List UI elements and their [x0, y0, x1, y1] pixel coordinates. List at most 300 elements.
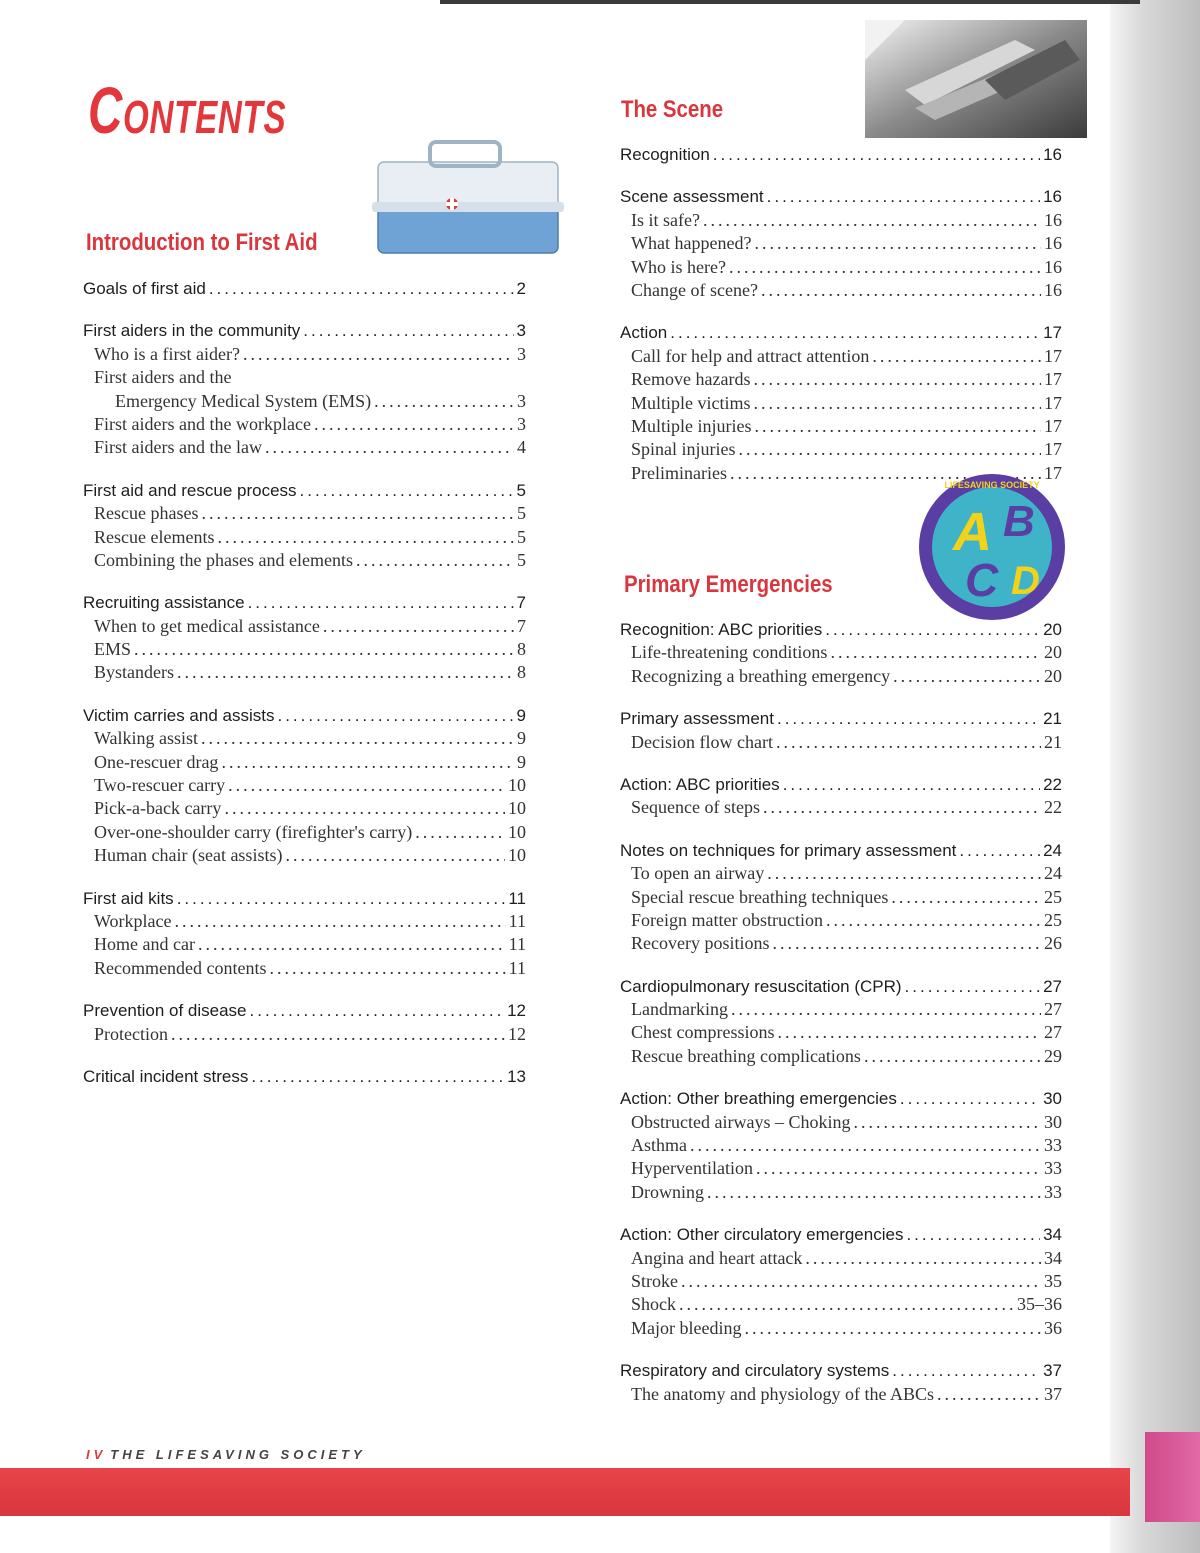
toc-entry-label: Prevention of disease: [83, 1001, 247, 1021]
toc-entry[interactable]: [620, 1317, 1062, 1340]
toc-entry-page-number: 9: [516, 705, 526, 725]
toc-entry-page-number: 12: [507, 1001, 526, 1021]
toc-entry-label: Bystanders: [94, 662, 174, 683]
toc-entry-label: Recognition: [620, 145, 710, 164]
toc-entry-page-number: 3: [517, 413, 526, 434]
toc-dot-leader: [753, 368, 1041, 391]
abc-badge-image: [917, 472, 1067, 622]
toc-entry-page-number: 30: [1043, 1089, 1062, 1109]
toc-dot-leader: [825, 618, 1040, 641]
toc-entry[interactable]: [83, 844, 526, 867]
toc-entry[interactable]: [620, 368, 1062, 391]
toc-entry-label: Sequence of steps: [631, 797, 760, 818]
toc-entry-page-number: 27: [1043, 976, 1062, 996]
toc-entry-label: To open an airway: [631, 863, 765, 884]
toc-entry-page-number: 25: [1044, 886, 1062, 907]
toc-dot-leader: [690, 1134, 1041, 1157]
toc-entry-label: Respiratory and circulatory systems: [620, 1361, 890, 1381]
toc-entry-label: Notes on techniques for primary assessment: [620, 840, 957, 860]
toc-dot-leader: [356, 549, 514, 572]
toc-entry-label: Pick-a-back carry: [94, 798, 222, 819]
toc-entry-label: First aiders and the: [94, 367, 232, 388]
toc-entry-page-number: 5: [516, 480, 526, 500]
toc-entry-label: The anatomy and physiology of the ABCs: [631, 1383, 934, 1404]
toc-dot-leader: [248, 591, 514, 614]
toc-entry-page-number: 37: [1043, 1361, 1062, 1381]
toc-dot-leader: [134, 638, 514, 661]
toc-dot-leader: [783, 773, 1040, 796]
toc-entry-page-number: 10: [508, 775, 526, 796]
toc-entry-page-number: 3: [516, 321, 526, 341]
toc-entry[interactable]: [83, 638, 526, 661]
toc-entry-page-number: 22: [1044, 797, 1062, 818]
toc-dot-leader: [243, 343, 514, 366]
toc-entry[interactable]: [620, 232, 1062, 255]
toc-entry[interactable]: [83, 751, 526, 774]
toc-entry-page-number: 35: [1044, 1270, 1062, 1291]
toc-entry-page-number: 22: [1043, 774, 1062, 794]
toc-entry-page-number: 17: [1044, 415, 1062, 436]
toc-entry-label: Multiple victims: [631, 392, 751, 413]
toc-entry-label: Multiple injuries: [631, 415, 752, 436]
toc-entry[interactable]: [620, 641, 1062, 664]
toc-entry-page-number: 8: [517, 662, 526, 683]
toc-dot-leader: [772, 932, 1041, 955]
toc-dot-leader: [175, 910, 506, 933]
toc-entry-label: Call for help and attract attention: [631, 345, 870, 366]
toc-entry-label: First aiders and the law: [94, 437, 262, 458]
toc-entry-page-number: 21: [1043, 709, 1062, 729]
toc-entry-label: Landmarking: [631, 999, 728, 1020]
toc-introduction: [83, 277, 526, 1107]
toc-group: [83, 999, 526, 1046]
toc-primary-emergencies: [620, 618, 1062, 1425]
toc-entry[interactable]: [83, 591, 526, 614]
toc-entry[interactable]: [620, 886, 1062, 909]
toc-dot-leader: [744, 1317, 1041, 1340]
toc-entry[interactable]: [83, 704, 526, 727]
toc-entry-label: Life-threatening conditions: [631, 642, 828, 663]
toc-entry[interactable]: [83, 661, 526, 684]
toc-entry-label: Combining the phases and elements: [94, 549, 353, 570]
toc-entry[interactable]: [620, 998, 1062, 1021]
toc-entry-page-number: 26: [1044, 933, 1062, 954]
first-aid-kit-image: [370, 132, 565, 257]
toc-entry[interactable]: [620, 665, 1062, 688]
toc-entry-label: Victim carries and assists: [83, 705, 275, 725]
toc-dot-leader: [177, 661, 514, 684]
toc-entry[interactable]: [620, 415, 1062, 438]
toc-entry-label: Recognizing a breathing emergency: [631, 665, 891, 686]
toc-entry-page-number: 16: [1044, 279, 1062, 300]
toc-entry-page-number: 4: [517, 437, 526, 458]
toc-entry-page-number: 17: [1044, 345, 1062, 366]
toc-entry[interactable]: [620, 438, 1062, 461]
toc-entry-label: Asthma: [631, 1135, 687, 1156]
toc-entry[interactable]: [620, 1134, 1062, 1157]
toc-entry[interactable]: [83, 366, 526, 389]
toc-dot-leader: [729, 256, 1041, 279]
toc-dot-leader: [228, 774, 505, 797]
toc-entry[interactable]: [620, 796, 1062, 819]
section-heading-primary-emergencies: Primary Emergencies: [624, 571, 833, 598]
toc-dot-leader: [767, 185, 1040, 208]
toc-entry[interactable]: [620, 1293, 1062, 1316]
toc-entry-page-number: 20: [1043, 620, 1062, 639]
section-heading-introduction: Introduction to First Aid: [86, 229, 318, 256]
toc-group: [83, 319, 526, 459]
toc-entry-page-number: 17: [1044, 392, 1062, 413]
toc-entry[interactable]: [620, 256, 1062, 279]
toc-entry-label: Critical incident stress: [83, 1066, 249, 1086]
toc-dot-leader: [171, 1023, 505, 1046]
toc-dot-leader: [314, 413, 514, 436]
toc-entry[interactable]: [620, 345, 1062, 368]
toc-entry-page-number: 20: [1044, 665, 1062, 686]
toc-entry[interactable]: [83, 910, 526, 933]
toc-entry[interactable]: [620, 932, 1062, 955]
toc-entry-label: Recovery positions: [631, 933, 770, 954]
toc-entry-page-number: 17: [1044, 439, 1062, 460]
toc-entry-label: First aiders and the workplace: [94, 413, 311, 434]
toc-entry[interactable]: [83, 479, 526, 502]
toc-dot-leader: [201, 727, 514, 750]
toc-entry-page-number: 11: [508, 910, 526, 931]
toc-dot-leader: [864, 1045, 1041, 1068]
toc-entry-label: Preliminaries: [631, 462, 727, 483]
toc-dot-leader: [761, 279, 1041, 302]
footer-page-number: IV: [86, 1447, 107, 1462]
toc-entry-label: Rescue phases: [94, 503, 199, 524]
toc-entry-label: EMS: [94, 639, 132, 660]
toc-entry-page-number: 37: [1044, 1383, 1062, 1404]
toc-dot-leader: [703, 209, 1041, 232]
toc-entry-page-number: 24: [1043, 840, 1062, 860]
toc-entry[interactable]: [83, 319, 526, 342]
toc-entry-label: Special rescue breathing techniques: [631, 886, 889, 907]
toc-dot-leader: [209, 277, 514, 300]
toc-entry[interactable]: [620, 975, 1062, 998]
toc-entry-label: Workplace: [94, 910, 172, 931]
toc-group: [620, 321, 1062, 485]
toc-group: [83, 277, 526, 300]
toc-entry[interactable]: [620, 618, 1062, 641]
toc-dot-leader: [681, 1270, 1041, 1293]
toc-entry-label: Action: Other circulatory emergencies: [620, 1225, 904, 1245]
toc-entry-label: Major bleeding: [631, 1317, 742, 1338]
toc-dot-leader: [323, 615, 514, 638]
toc-entry[interactable]: [83, 821, 526, 844]
toc-entry-label: Decision flow chart: [631, 731, 773, 752]
toc-entry-label: Cardiopulmonary resuscitation (CPR): [620, 976, 902, 996]
toc-dot-leader: [739, 438, 1042, 461]
toc-entry[interactable]: [83, 277, 526, 300]
toc-entry-label: Recommended contents: [94, 957, 267, 978]
toc-group: [83, 591, 526, 685]
toc-the-scene: [620, 143, 1062, 504]
toc-entry-page-number: 33: [1044, 1158, 1062, 1179]
toc-dot-leader: [250, 999, 505, 1022]
toc-dot-leader: [277, 704, 513, 727]
toc-entry[interactable]: [620, 185, 1062, 208]
toc-dot-leader: [906, 1223, 1040, 1246]
toc-entry[interactable]: [620, 707, 1062, 730]
toc-entry[interactable]: [620, 321, 1062, 344]
toc-entry[interactable]: [620, 1021, 1062, 1044]
badge-ring-text: LIFESAVING SOCIETY: [944, 480, 1040, 490]
toc-entry-page-number: 30: [1044, 1111, 1062, 1132]
hand-photo-image: [865, 20, 1087, 138]
toc-entry-page-number: 10: [508, 845, 526, 866]
toc-entry[interactable]: [620, 392, 1062, 415]
toc-dot-leader: [679, 1293, 1014, 1316]
toc-entry-page-number: 17: [1044, 369, 1062, 390]
toc-entry-page-number: 11: [508, 957, 526, 978]
toc-entry[interactable]: [83, 1023, 526, 1046]
toc-dot-leader: [756, 1157, 1041, 1180]
footer-brand-text: THE LIFESAVING SOCIETY: [110, 1447, 366, 1462]
section-heading-the-scene: The Scene: [621, 96, 724, 123]
toc-dot-leader: [755, 415, 1042, 438]
footer-band: [0, 1468, 1130, 1516]
toc-dot-leader: [763, 796, 1041, 819]
toc-entry-label: Action: Other breathing emergencies: [620, 1089, 897, 1109]
toc-group: [83, 704, 526, 868]
toc-entry[interactable]: [620, 1383, 1062, 1406]
toc-dot-leader: [777, 707, 1040, 730]
toc-entry-page-number: 21: [1044, 731, 1062, 752]
toc-entry-page-number: 10: [508, 798, 526, 819]
toc-entry[interactable]: [620, 1181, 1062, 1204]
toc-group: [620, 618, 1062, 688]
toc-dot-leader: [303, 319, 513, 342]
toc-entry-page-number: 11: [508, 934, 526, 955]
toc-entry-label: Two-rescuer carry: [94, 775, 226, 796]
toc-entry-label: Angina and heart attack: [631, 1247, 803, 1268]
toc-dot-leader: [177, 887, 506, 910]
toc-entry-page-number: 16: [1044, 233, 1062, 254]
toc-dot-leader: [707, 1181, 1041, 1204]
toc-entry-page-number: 34: [1043, 1225, 1062, 1245]
toc-entry[interactable]: [83, 933, 526, 956]
toc-entry[interactable]: [620, 862, 1062, 885]
toc-entry-label: One-rescuer drag: [94, 751, 219, 772]
toc-entry[interactable]: [83, 797, 526, 820]
toc-entry-label: Scene assessment: [620, 187, 764, 207]
toc-entry-label: Foreign matter obstruction: [631, 909, 823, 930]
toc-entry-page-number: 16: [1043, 145, 1062, 164]
toc-entry-label: Over-one-shoulder carry (firefighter's carry): [94, 821, 413, 842]
toc-entry-label: Recruiting assistance: [83, 593, 245, 613]
toc-entry[interactable]: [620, 1223, 1062, 1246]
toc-dot-leader: [415, 821, 505, 844]
footer-brand: [86, 1447, 366, 1462]
toc-dot-leader: [374, 390, 514, 413]
toc-entry-label: Stroke: [631, 1270, 678, 1291]
toc-entry-label: Change of scene?: [631, 279, 758, 300]
toc-entry[interactable]: [83, 615, 526, 638]
toc-dot-leader: [778, 1021, 1042, 1044]
toc-group: [620, 839, 1062, 956]
toc-entry-label: First aid kits: [83, 888, 174, 908]
toc-group: [620, 185, 1062, 302]
toc-dot-leader: [905, 975, 1041, 998]
toc-dot-leader: [670, 321, 1040, 344]
toc-entry-label: Walking assist: [94, 728, 199, 749]
toc-entry[interactable]: [620, 1111, 1062, 1134]
toc-dot-leader: [269, 957, 505, 980]
toc-entry[interactable]: [620, 1157, 1062, 1180]
page-edge-shadow: [1110, 0, 1200, 1553]
toc-dot-leader: [893, 665, 1041, 688]
toc-entry[interactable]: [620, 1270, 1062, 1293]
toc-entry[interactable]: [620, 279, 1062, 302]
toc-entry-label: Obstructed airways – Choking: [631, 1111, 851, 1132]
toc-entry[interactable]: [83, 413, 526, 436]
toc-dot-leader: [767, 862, 1041, 885]
toc-dot-leader: [731, 998, 1041, 1021]
toc-dot-leader: [201, 502, 514, 525]
toc-entry[interactable]: [620, 731, 1062, 754]
toc-entry-label: Is it safe?: [631, 209, 700, 230]
toc-entry-page-number: 16: [1044, 256, 1062, 277]
toc-entry-label: Rescue elements: [94, 526, 215, 547]
toc-group: [83, 479, 526, 573]
toc-entry-label: First aid and rescue process: [83, 480, 297, 500]
toc-entry-page-number: 7: [516, 593, 526, 613]
toc-entry-page-number: 17: [1043, 323, 1062, 343]
toc-dot-leader: [900, 1087, 1040, 1110]
badge-letter-d: D: [1011, 559, 1040, 603]
toc-entry-page-number: 2: [516, 279, 526, 298]
toc-entry-label: Human chair (seat assists): [94, 845, 283, 866]
toc-entry-label: Spinal injuries: [631, 439, 736, 460]
toc-entry-page-number: 7: [517, 615, 526, 636]
toc-entry[interactable]: [83, 549, 526, 572]
toc-dot-leader: [892, 1359, 1040, 1382]
toc-entry[interactable]: [83, 436, 526, 459]
toc-entry[interactable]: [620, 1045, 1062, 1068]
top-rule: [440, 0, 1140, 4]
toc-entry[interactable]: [620, 209, 1062, 232]
toc-dot-leader: [776, 731, 1041, 754]
toc-group: [83, 887, 526, 981]
badge-letter-a: A: [953, 502, 992, 562]
toc-entry-page-number: 27: [1044, 1022, 1062, 1043]
toc-entry-label: Hyperventilation: [631, 1158, 753, 1179]
toc-entry-label: Chest compressions: [631, 1022, 775, 1043]
toc-dot-leader: [217, 526, 514, 549]
toc-entry[interactable]: [620, 839, 1062, 862]
toc-entry-page-number: 12: [508, 1023, 526, 1044]
toc-entry-page-number: 33: [1044, 1181, 1062, 1202]
toc-entry-page-number: 5: [517, 503, 526, 524]
toc-dot-leader: [713, 143, 1040, 166]
toc-entry[interactable]: [83, 957, 526, 980]
toc-entry[interactable]: [83, 526, 526, 549]
toc-dot-leader: [937, 1383, 1041, 1406]
toc-group: [620, 773, 1062, 820]
toc-entry-label: Remove hazards: [631, 369, 751, 390]
toc-entry[interactable]: [83, 727, 526, 750]
toc-dot-leader: [265, 436, 514, 459]
toc-entry-page-number: 17: [1044, 462, 1062, 483]
footer-pink-tab: [1145, 1432, 1200, 1522]
toc-entry-page-number: 27: [1044, 999, 1062, 1020]
toc-entry[interactable]: [83, 887, 526, 910]
toc-entry[interactable]: [83, 343, 526, 366]
badge-letter-c: C: [965, 554, 999, 606]
toc-entry[interactable]: [83, 1065, 526, 1088]
toc-dot-leader: [959, 839, 1040, 862]
toc-entry[interactable]: [620, 1359, 1062, 1382]
badge-letter-b: B: [1003, 497, 1035, 546]
toc-dot-leader: [198, 933, 506, 956]
toc-entry-page-number: 5: [517, 526, 526, 547]
toc-dot-leader: [830, 641, 1041, 664]
toc-entry-page-number: 3: [517, 343, 526, 364]
toc-dot-leader: [754, 232, 1041, 255]
toc-entry-label: Who is here?: [631, 256, 726, 277]
toc-entry-label: Shock: [631, 1294, 676, 1315]
toc-entry-label: Primary assessment: [620, 709, 774, 729]
toc-entry-label: When to get medical assistance: [94, 615, 320, 636]
toc-dot-leader: [826, 909, 1041, 932]
toc-group: [83, 1065, 526, 1088]
toc-entry[interactable]: [83, 774, 526, 797]
toc-entry-page-number: 11: [508, 888, 526, 908]
toc-entry-label: Action: [620, 323, 668, 343]
toc-entry[interactable]: [620, 143, 1062, 166]
toc-entry-page-number: 16: [1044, 209, 1062, 230]
toc-entry[interactable]: [620, 909, 1062, 932]
toc-entry[interactable]: [83, 390, 526, 413]
toc-entry[interactable]: [620, 1087, 1062, 1110]
toc-entry-page-number: 9: [517, 728, 526, 749]
toc-entry[interactable]: [620, 1247, 1062, 1270]
toc-entry-page-number: 10: [508, 821, 526, 842]
toc-group: [620, 1223, 1062, 1340]
toc-entry-label: Recognition: ABC priorities: [620, 620, 823, 639]
toc-entry-page-number: 36: [1044, 1317, 1062, 1338]
toc-dot-leader: [853, 1111, 1041, 1134]
toc-dot-leader: [891, 886, 1041, 909]
toc-entry[interactable]: [620, 773, 1062, 796]
toc-entry-page-number: 34: [1044, 1247, 1062, 1268]
toc-group: [620, 143, 1062, 166]
toc-group: [620, 707, 1062, 754]
toc-entry-label: Who is a first aider?: [94, 343, 240, 364]
toc-group: [620, 975, 1062, 1069]
toc-entry-page-number: 24: [1044, 863, 1062, 884]
toc-dot-leader: [872, 345, 1041, 368]
toc-entry-label: Action: ABC priorities: [620, 774, 780, 794]
toc-dot-leader: [221, 751, 514, 774]
toc-entry-page-number: 3: [517, 390, 526, 411]
toc-group: [620, 1087, 1062, 1204]
toc-entry-label: Goals of first aid: [83, 279, 206, 298]
toc-entry-page-number: 20: [1044, 642, 1062, 663]
toc-entry-page-number: 16: [1043, 187, 1062, 207]
toc-entry-label: Rescue breathing complications: [631, 1045, 861, 1066]
toc-dot-leader: [251, 1065, 504, 1088]
toc-entry-page-number: 8: [517, 639, 526, 660]
toc-entry[interactable]: [83, 999, 526, 1022]
toc-entry-label: Protection: [94, 1023, 168, 1044]
toc-entry-label: Emergency Medical System (EMS): [115, 390, 372, 411]
toc-entry-page-number: 9: [517, 751, 526, 772]
toc-entry[interactable]: [83, 502, 526, 525]
